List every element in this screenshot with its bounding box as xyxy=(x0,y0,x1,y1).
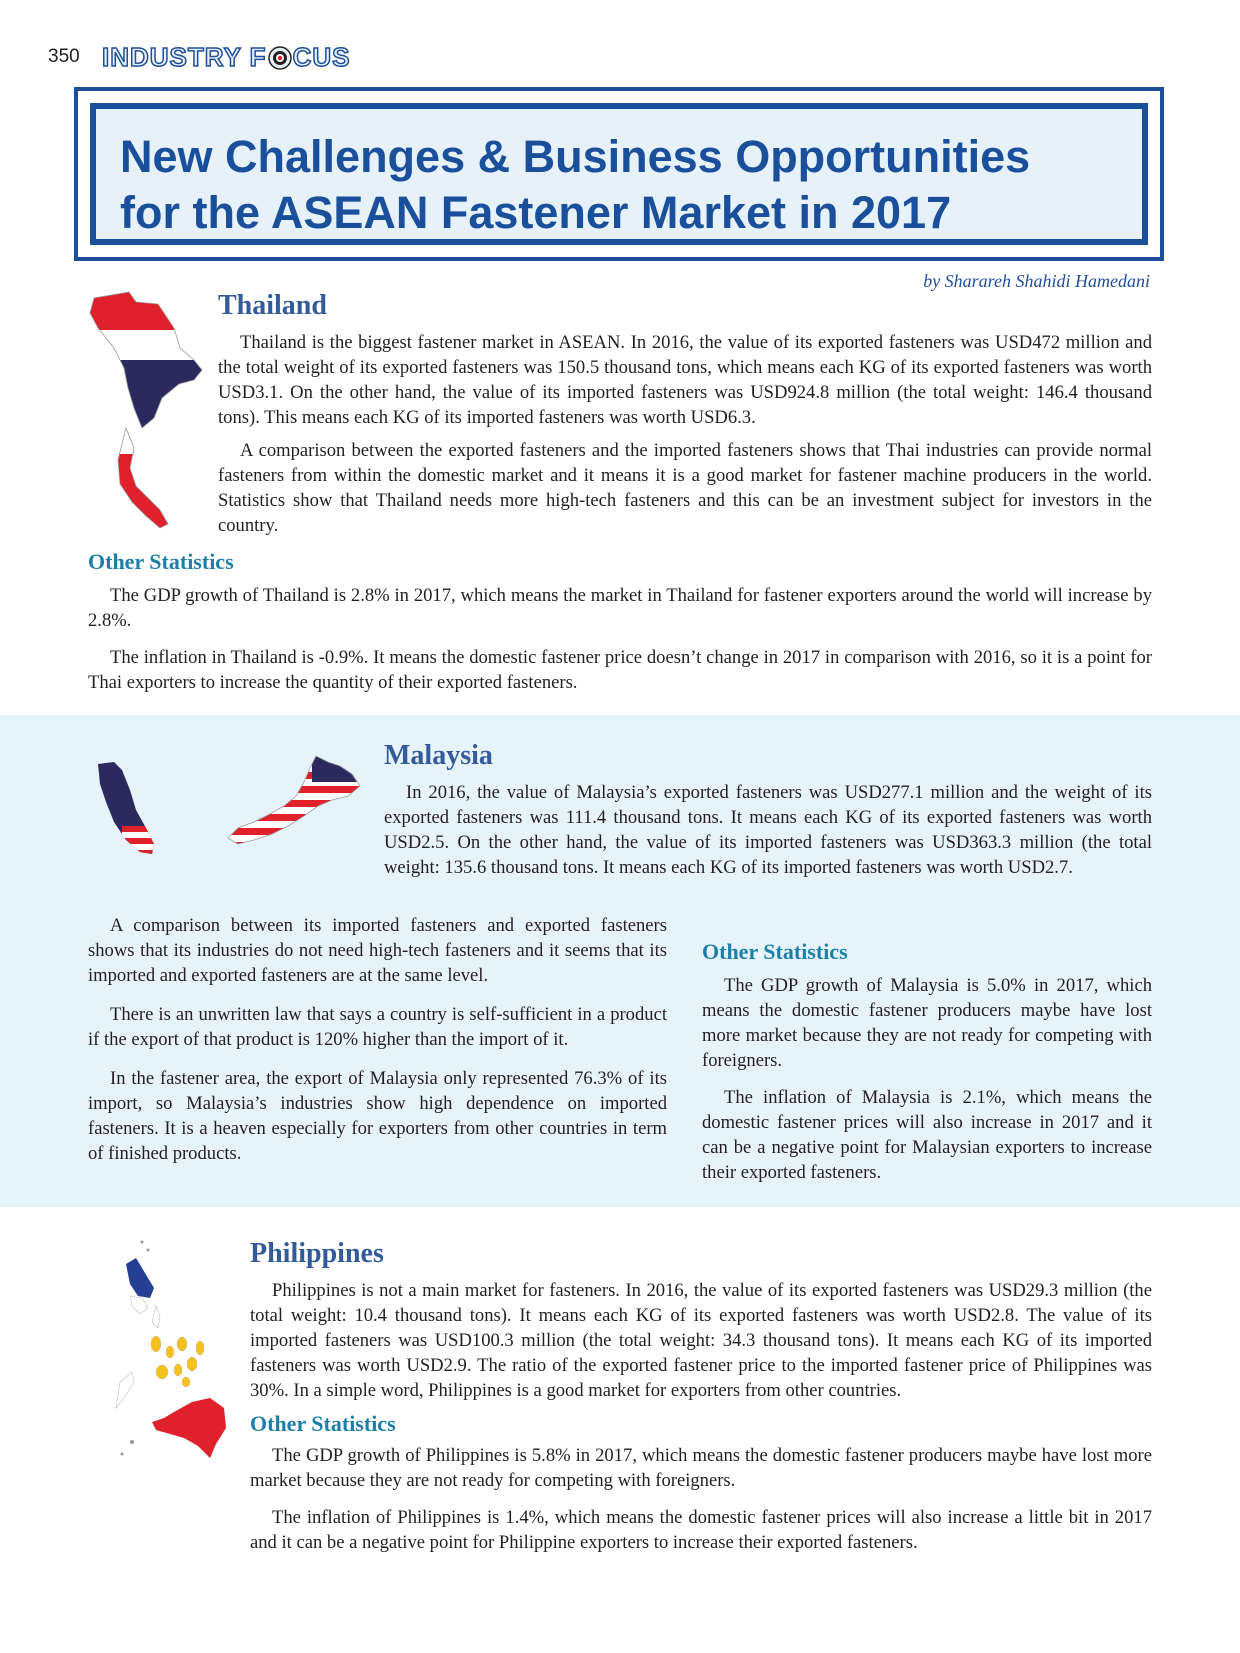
page-number: 350 xyxy=(48,46,80,67)
philippines-stats-heading: Other Statistics xyxy=(250,1411,396,1436)
title-line-1: New Challenges & Business Opportunities xyxy=(120,131,1031,182)
brand-text-left: INDUSTRY F xyxy=(102,42,267,72)
malaysia-stats-heading: Other Statistics xyxy=(702,939,848,964)
philippines-stats-paragraph-2: The inflation of Philippines is 1.4%, which means the domestic fastener prices will also increase a little bit in 2017 and it can be a negative point for Philippine exporters to increase their exported fasteners. xyxy=(250,1507,1152,1553)
title-box-inner xyxy=(90,103,1148,245)
philippines-paragraph-1: Philippines is not a main market for fasteners. In 2016, the value of its exported fasteners was USD29.3 million (the total weight: 10.4 thousand tons). It means each KG of its exported fasteners was worth USD2.8. The value of its imported fasteners was USD100.3 million (the total weight: 34.3 thousand tons). It means each KG of its imported fasteners was worth USD2.9. The ratio of the exported fastener price to the imported fastener price of Philippines was 30%. In a simple word, Philippines is a good market for exporters from other countries. xyxy=(250,1280,1152,1401)
title-line-2: for the ASEAN Fastener Market in 2017 xyxy=(120,187,952,238)
malaysia-peninsula-flag-map xyxy=(92,760,160,858)
byline: by Sharareh Shahidi Hamedani xyxy=(923,271,1150,291)
magazine-section-logo xyxy=(102,42,350,73)
thailand-flag-map xyxy=(84,288,204,543)
malaysia-paragraph-4: In the fastener area, the export of Malaysia only represented 76.3% of its import, so Malaysia’s industries show high dependence on imported fasteners. It is a heaven especially for exporters from other countries in term of finished products. xyxy=(88,1068,667,1164)
brand-text-right: CUS xyxy=(292,42,351,72)
malaysia-paragraph-1: In 2016, the value of Malaysia’s exported fasteners was USD277.1 million and the weight of its exported fasteners was 111.4 thousand tons. It means each KG of its exported fasteners was worth USD2.5. On the other hand, the value of its imported fasteners was USD363.3 million (the total weight: 135.6 thousand tons. It means each KG of its imported fasteners was worth USD2.7. xyxy=(384,782,1152,878)
malaysia-heading: Malaysia xyxy=(384,740,493,771)
malaysia-stats-paragraph-2: The inflation of Malaysia is 2.1%, which means the domestic fastener prices will also increase in 2017 and it can be a negative point for Malaysian exporters to increase their exported fasteners. xyxy=(702,1087,1152,1183)
thailand-stats-heading: Other Statistics xyxy=(88,549,234,574)
thailand-paragraph-1: Thailand is the biggest fastener market in ASEAN. In 2016, the value of its exported fasteners was USD472 million and the total weight of its exported fasteners was 150.5 thousand tons, which means each KG of its exported fasteners was worth USD3.1. On the other hand, the value of its imported fasteners was USD924.8 million (the total weight: 146.4 thousand tons). This means each KG of its imported fasteners was worth USD6.3. xyxy=(218,332,1152,428)
malaysia-paragraph-3: There is an unwritten law that says a country is self-sufficient in a product if the export of that product is 120% higher than the import of it. xyxy=(88,1004,667,1050)
target-icon xyxy=(268,46,292,70)
philippines-flag-map xyxy=(112,1232,232,1464)
thailand-paragraph-2: A comparison between the exported fasteners and the imported fasteners shows that Thai industries can provide normal fasteners from within the domestic market and it means it is a good market for fastener machine producers in the world. Statistics show that Thailand needs more high-tech fasteners and this can be an investment subject for investors in the country. xyxy=(218,440,1152,536)
title-box xyxy=(74,87,1164,261)
article-title xyxy=(120,129,1140,241)
philippines-heading: Philippines xyxy=(250,1238,384,1269)
philippines-stats-paragraph-1: The GDP growth of Philippines is 5.8% in 2017, which means the domestic fastener producers maybe have lost more market because they are not ready for competing with foreigners. xyxy=(250,1445,1152,1491)
malaysia-stats-paragraph-1: The GDP growth of Malaysia is 5.0% in 2017, which means the domestic fastener producers maybe have lost more market because they are not ready for competing with foreigners. xyxy=(702,975,1152,1071)
thailand-heading: Thailand xyxy=(218,290,327,321)
thailand-stats-paragraph-2: The inflation in Thailand is -0.9%. It means the domestic fastener price doesn’t change in 2017 in comparison with 2016, so it is a point for Thai exporters to increase the quantity of their exported fasteners. xyxy=(88,647,1152,693)
thailand-stats-paragraph-1: The GDP growth of Thailand is 2.8% in 2017, which means the market in Thailand for fastener exporters around the world will increase by 2.8%. xyxy=(88,585,1152,631)
malaysia-paragraph-2: A comparison between its imported fasteners and exported fasteners shows that its industries do not need high-tech fasteners and it seems that its imported and exported fasteners are at the same level. xyxy=(88,915,667,986)
malaysia-borneo-flag-map xyxy=(224,752,364,856)
